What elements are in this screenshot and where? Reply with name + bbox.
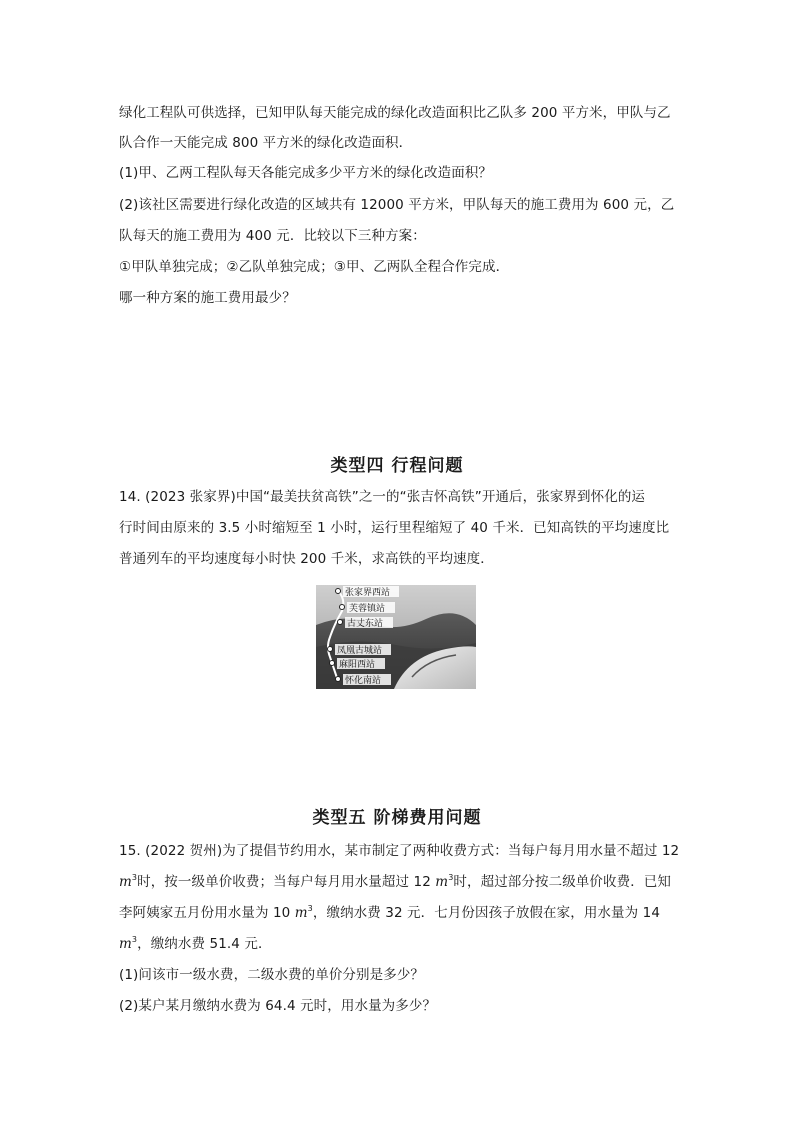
station-dot	[340, 605, 345, 610]
problem15-line4-text: ，缴纳水费 51.4 元．	[137, 936, 272, 952]
station-dot	[328, 647, 333, 652]
problem15-line2-text-b: 时，超过部分按二级单价收费．已知	[453, 874, 671, 890]
station-label: 古丈东站	[347, 619, 384, 629]
station-label: 张家界西站	[345, 588, 391, 598]
problem13-question2-line1: (2)该社区需要进行绿化改造的区域共有 12000 平方米，甲队每天的施工费用为 600 元，乙	[119, 197, 675, 213]
problem15-question1: (1)问该市一级水费，二级水费的单价分别是多少？	[119, 967, 425, 983]
problem13-final-question: 哪一种方案的施工费用最少？	[119, 290, 296, 306]
unit-superscript: 3	[448, 873, 454, 882]
unit-m: m	[435, 874, 449, 890]
problem15-line3	[119, 904, 679, 922]
unit-m: m	[119, 874, 132, 890]
problem14-line2: 行时间由原来的 3.5 小时缩短至 1 小时，运行里程缩短了 40 千米．已知高铁的平均速度比	[119, 520, 670, 536]
station-label: 凤凰古城站	[337, 646, 383, 656]
station-label: 怀化南站	[345, 676, 382, 686]
station-dot	[338, 620, 343, 625]
problem15-line3-text-b: ，缴纳水费 32 元．七月份因孩子放假在家，用水量为 14	[312, 905, 661, 921]
problem15-line4	[119, 935, 679, 953]
problem13-options: ①甲队单独完成；②乙队单独完成；③甲、乙两队全程合作完成．	[119, 259, 510, 275]
unit-superscript: 3	[307, 904, 313, 913]
problem14-line1: 14. (2023 张家界)中国“最美扶贫高铁”之一的“张吉怀高铁”开通后，张家界到怀化的运	[119, 489, 646, 505]
station-label: 芙蓉镇站	[349, 604, 386, 614]
station-dot	[336, 677, 341, 682]
railway-map-photo	[316, 585, 476, 689]
problem13-line2: 队合作一天能完成 800 平方米的绿化改造面积．	[119, 135, 413, 151]
problem15-line3-text-a: 李阿姨家五月份用水量为 10	[119, 905, 295, 921]
problem13-question1: (1)甲、乙两工程队每天各能完成多少平方米的绿化改造面积？	[119, 165, 493, 181]
unit-superscript: 3	[131, 935, 138, 944]
station-dot	[336, 589, 341, 594]
problem15-line2	[119, 873, 679, 891]
unit-m: m	[119, 936, 132, 952]
problem15-line2-text-a: 时，按一级单价收费；当每户每月用水量超过 12	[137, 874, 436, 890]
problem13-line1: 绿化工程队可供选择，已知甲队每天能完成的绿化改造面积比乙队多 200 平方米，甲队与乙	[119, 105, 671, 121]
problem15-question2: (2)某户某月缴纳水费为 64.4 元时，用水量为多少？	[119, 998, 437, 1014]
unit-m: m	[294, 905, 308, 921]
station-label: 麻阳西站	[339, 660, 376, 670]
problem13-question2-line2: 队每天的施工费用为 400 元．比较以下三种方案：	[119, 228, 426, 244]
section4-title: 类型四 行程问题	[330, 456, 464, 476]
problem15-line1: 15. (2022 贺州)为了提倡节约用水，某市制定了两种收费方式：当每户每月用水量不超过 12	[119, 843, 680, 859]
station-dot	[330, 661, 335, 666]
problem14-line3: 普通列车的平均速度每小时快 200 千米，求高铁的平均速度．	[119, 551, 494, 567]
section5-title: 类型五 阶梯费用问题	[312, 808, 482, 828]
unit-superscript: 3	[131, 873, 138, 882]
